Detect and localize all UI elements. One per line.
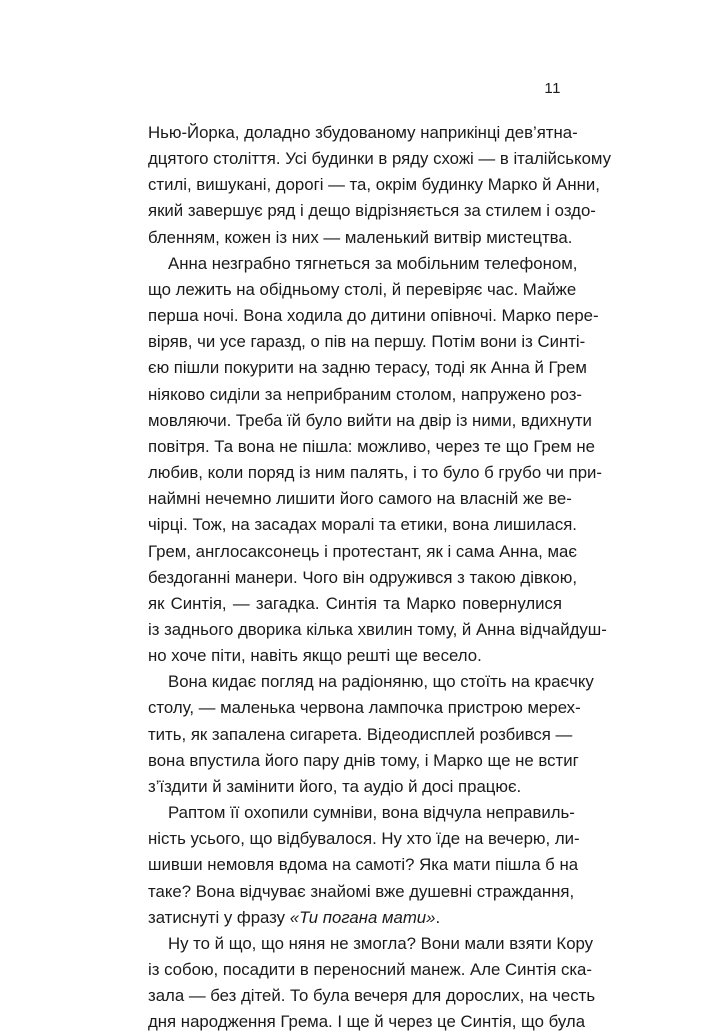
text-line: бездоганні манери. Чого він одружився з такою дівкою, bbox=[148, 567, 577, 587]
text-line: дцятого століття. Усі будинки в ряду схожі — в італійському bbox=[148, 149, 612, 169]
text-line: перша ночі. Вона ходила до дитини опівночі. Марко пере- bbox=[148, 306, 599, 326]
text-line: таке? Вона відчуває знайомі вже душевні страждання, bbox=[148, 881, 575, 901]
text-line: ніяково сиділи за неприбраним столом, напружено роз- bbox=[148, 384, 583, 404]
text-line: як Синтія, — загадка. Синтія та Марко повернулися bbox=[148, 593, 562, 613]
italic-phrase: «Ти погана мати» bbox=[289, 907, 436, 927]
text-line: любив, коли поряд із ним палять, і то було б грубо чи при- bbox=[148, 463, 603, 483]
text-line: ність усього, що відбувалося. Ну хто їде на вечерю, ли- bbox=[148, 829, 580, 849]
text-line: мовляючи. Треба їй було вийти на двір із ними, вдихнути bbox=[148, 410, 592, 430]
text-line: повітря. Та вона не пішла: можливо, через те що Грем не bbox=[148, 436, 596, 456]
text-line-paragraph-start: Вона кидає погляд на радіоняню, що стоїть на краєчку bbox=[168, 672, 594, 692]
text-line: тить, як запалена сигарета. Відеодисплей розбився — bbox=[148, 724, 573, 744]
text-line: бленням, кожен із них — маленький витвір мистецтва. bbox=[148, 227, 573, 247]
text-line: віряв, чи усе гаразд, о пів на першу. Потім вони із Синті- bbox=[148, 332, 586, 352]
text-line: чірці. Тож, на засадах моралі та етики, вона лишилася. bbox=[148, 515, 577, 535]
text-segment: затиснуті у фразу bbox=[148, 907, 290, 927]
text-line: шивши немовля вдома на самоті? Яка мати пішла б на bbox=[148, 855, 579, 875]
page-number: 11 bbox=[544, 80, 561, 97]
text-line-paragraph-start: Ну то й що, що няня не змогла? Вони мали взяти Кору bbox=[168, 933, 594, 953]
text-line: із заднього дворика кілька хвилин тому, й Анна відчайдуш- bbox=[148, 619, 607, 639]
text-line: столу, — маленька червона лампочка пристрою мерех- bbox=[148, 698, 581, 718]
text-line: Нью-Йорка, доладно збудованому наприкінці дев’ятна- bbox=[148, 123, 578, 142]
text-line: Грем, англосаксонець і протестант, як і сама Анна, має bbox=[148, 541, 577, 561]
text-line-paragraph-start: Анна незграбно тягнеться за мобільним телефоном, bbox=[168, 253, 578, 273]
text-line: єю пішли покурити на задню терасу, тоді як Анна й Грем bbox=[148, 358, 587, 378]
text-line: який завершує ряд і дещо відрізняється за стилем і оздо- bbox=[148, 201, 596, 221]
text-line-paragraph-start: Раптом її охопили сумніви, вона відчула неправиль- bbox=[168, 803, 575, 823]
text-line: дня народження Грема. І ще й через це Синтія, що була bbox=[148, 1012, 586, 1032]
text-line bbox=[148, 905, 562, 931]
text-line: з’їздити й замінити його, та аудіо й досі працює. bbox=[148, 776, 522, 796]
text-line: що лежить на обідньому столі, й перевіряє час. Майже bbox=[148, 279, 577, 299]
text-line: зала — без дітей. То була вечеря для дорослих, на честь bbox=[148, 986, 596, 1006]
text-segment: . bbox=[435, 907, 441, 927]
text-line: стилі, вишукані, дорогі — та, окрім будинку Марко й Анни, bbox=[148, 175, 600, 195]
body-text bbox=[148, 120, 612, 1035]
text-line: вона впустила його пару днів тому, і Марко ще не встиг bbox=[148, 750, 579, 770]
text-line: із собою, посадити в переносний манеж. Але Синтія ска- bbox=[148, 960, 592, 979]
text-line: но хоче піти, навіть якщо решті ще весело. bbox=[148, 646, 482, 666]
text-line: наймні нечемно лишити його самого на власній же ве- bbox=[148, 489, 572, 509]
